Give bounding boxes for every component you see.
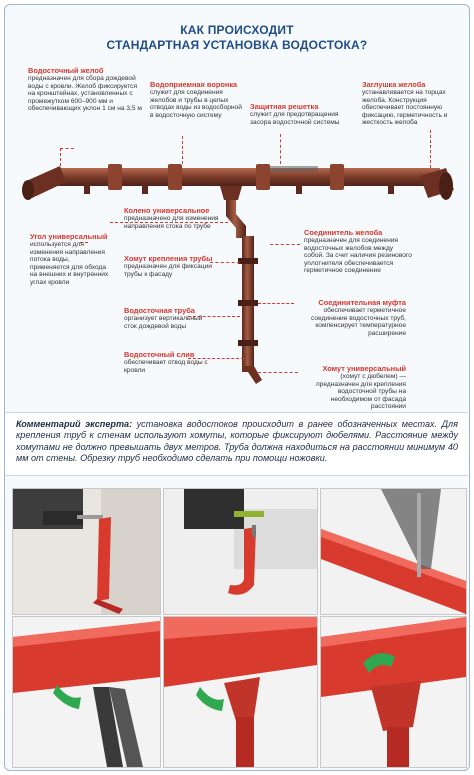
label-gutter xyxy=(28,66,146,113)
left-end xyxy=(22,180,34,200)
main-gutter xyxy=(40,168,440,186)
label-pipe-text: организует вертикальный сток дождевой воды xyxy=(124,315,203,330)
leader-gutter xyxy=(60,148,74,149)
label-gutter-text: предназначен для сбора дождевой воды с кровли. Желоб фиксируется на кронштейнах, установленных с промежутком 600–900 мм и обеспечивающих уклон 1 см на 3,5 м xyxy=(28,75,142,113)
gutter-connector-1 xyxy=(108,164,122,190)
label-gutter-heading: Водосточный желоб xyxy=(28,66,104,75)
title-line-2: СТАНДАРТНАЯ УСТАНОВКА ВОДОСТОКА? xyxy=(106,38,368,52)
label-clamp xyxy=(124,254,216,278)
label-clamp-heading: Хомут крепления трубы xyxy=(124,254,213,263)
bracket-1 xyxy=(84,184,90,194)
pliers-gutter-photo xyxy=(12,616,161,768)
label-cap-heading: Заглушка желоба xyxy=(362,80,426,89)
leader-universal-clamp xyxy=(258,372,298,373)
bracket-2 xyxy=(142,184,148,194)
label-universal-clamp-text: (хомут с дюбелем) — предназначен для крепления водосточной трубы на необходимом от фасада расстоянии xyxy=(316,373,406,411)
label-outlet-text: обеспечивает отвод воды с кровли xyxy=(124,359,208,374)
label-funnel-text: служит для соединения желобов и трубы в целых отводах воды из водосборной в водосточную систему xyxy=(150,89,242,119)
label-elbow xyxy=(124,206,224,230)
label-elbow-heading: Колено универсальное xyxy=(124,206,210,215)
label-coupling-text: обеспечивает герметичное соединение водосточных труб, компенсирует температурное расширение xyxy=(311,307,406,337)
label-corner-text: используется для изменения направления потока воды, применяется для обхода на внешних и внутренних углах кровли xyxy=(30,241,109,286)
funnel-snap-photo xyxy=(320,616,467,768)
label-corner-heading: Угол универсальный xyxy=(30,232,108,241)
expert-comment xyxy=(6,412,468,476)
pipe-clamp-1 xyxy=(238,258,258,264)
gutter-connector-3 xyxy=(256,164,270,190)
protective-grid xyxy=(270,166,318,172)
drill-bracket-photo xyxy=(12,488,161,615)
label-coupling-heading: Соединительная муфта xyxy=(318,298,406,307)
pipe-clamp-2 xyxy=(238,340,258,346)
label-pipe xyxy=(124,306,216,330)
funnel-insert-photo xyxy=(163,616,318,768)
label-funnel-heading: Водоприемная воронка xyxy=(150,80,238,89)
label-pipe-heading: Водосточная труба xyxy=(124,306,195,315)
expert-comment-lead: Комментарий эксперта: xyxy=(16,419,133,429)
elbow xyxy=(226,200,246,238)
bracket-3 xyxy=(296,184,302,194)
outlet xyxy=(242,366,262,384)
expert-comment-body: установка водостоков происходит в ранее обозначенных местах. Для крепления труб к стенам используют хомуты, которые фиксируют дюбелями. Расстояние между хомутами не должно превышать двух метров. Труба должна находиться на расстоянии минимум 40 мм от стены. Обрезку труб необходимо сделать при помощи ножовки. xyxy=(16,419,458,464)
label-clamp-text: предназначен для фиксации трубы к фасаду xyxy=(124,263,212,278)
label-universal-clamp-heading: Хомут универсальный xyxy=(322,364,406,373)
leader-coupling xyxy=(258,303,294,304)
label-connector-heading: Соединитель желоба xyxy=(304,228,383,237)
funnel xyxy=(220,186,242,200)
title-line-1: КАК ПРОИСХОДИТ xyxy=(180,23,294,37)
coupling xyxy=(238,300,258,306)
screwdriver-bracket-photo xyxy=(163,488,318,615)
leader-funnel xyxy=(182,136,183,164)
label-grid-heading: Защитная решетка xyxy=(250,102,319,111)
label-funnel xyxy=(150,80,242,119)
label-corner xyxy=(30,232,110,287)
expert-comment-paragraph xyxy=(16,419,458,465)
leader-connector xyxy=(270,244,300,245)
leader-cap xyxy=(430,130,431,168)
label-outlet-heading: Водосточный слив xyxy=(124,350,195,359)
label-grid xyxy=(250,102,346,126)
label-cap-text: устанавливается на торцах желоба. Конструкция обеспечивает постоянную фиксацию, герметичность и жесткость желоба xyxy=(362,89,448,127)
label-connector xyxy=(304,228,412,275)
leader-grid xyxy=(280,134,281,164)
label-cap xyxy=(362,80,454,127)
label-elbow-text: предназначено для изменения направления стока по трубе xyxy=(124,215,219,230)
saw-gutter-photo xyxy=(320,488,467,615)
label-outlet xyxy=(124,350,216,374)
end-cap xyxy=(439,172,453,200)
gutter-connector-2 xyxy=(168,164,182,190)
label-universal-clamp xyxy=(296,364,406,411)
label-coupling xyxy=(292,298,406,337)
leader-gutter-v xyxy=(60,148,61,166)
label-connector-text: предназначен для соединения водосточных желобов между собой. За счет наличия резинового уплотнителя обеспечивается герметичное соединение xyxy=(304,237,412,275)
gutter-connector-4 xyxy=(330,164,344,190)
label-grid-text: служит для предотвращения засора водосточной системы xyxy=(250,111,340,126)
bracket-4 xyxy=(388,184,394,194)
